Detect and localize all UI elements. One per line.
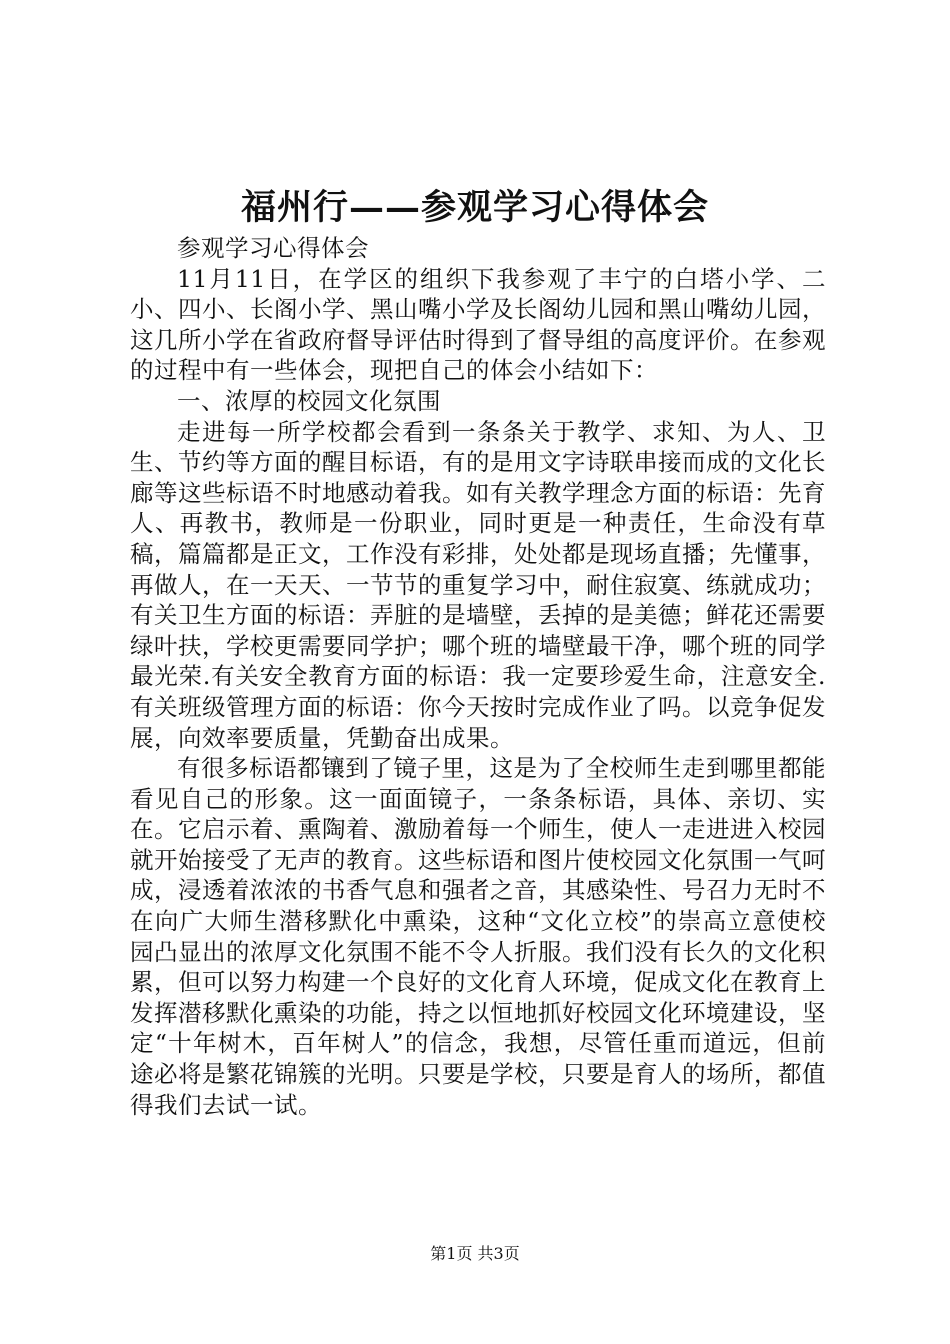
body-paragraph: 走进每一所学校都会看到一条条关于教学、求知、为人、卫生、节约等方面的醒目标语，有的是用文字诗联串接而成的文化长廊等这些标语不时地感动着我。如有关教学理念方面的标语：先育人、再教书，教师是一份职业，同时更是一种责任，生命没有草稿，篇篇都是正文，工作没有彩排，处处都是现场直播；先懂事，再做人，在一天天、一节节的重复学习中，耐住寂寞、练就成功；有关卫生方面的标语：弄脏的是墙壁，丢掉的是美德；鲜花还需要绿叶扶，学校更需要同学护；哪个班的墙壁最干净，哪个班的同学最光荣.有关安全教育方面的标语：我一定要珍爱生命，注意安全.有关班级管理方面的标语：你今天按时完成作业了吗。以竞争促发展，向效率要质量，凭勤奋出成果。 [130, 417, 826, 752]
section-heading: 一、浓厚的校园文化氛围 [177, 386, 441, 415]
intro-paragraph: 11月11日，在学区的组织下我参观了丰宁的白塔小学、二小、四小、长阁小学、黑山嘴小学及长阁幼儿园和黑山嘴幼儿园，这几所小学在省政府督导评估时得到了督导组的高度评价。在参观的过程中有一些体会，现把自己的体会小结如下： [130, 264, 826, 385]
body-paragraph: 有很多标语都镶到了镜子里，这是为了全校师生走到哪里都能看见自己的形象。这一面面镜子，一条条标语，具体、亲切、实在。它启示着、熏陶着、激励着每一个师生，使人一走进进入校园就开始接受了无声的教育。这些标语和图片使校园文化氛围一气呵成，浸透着浓浓的书香气息和强者之音，其感染性、号召力无时不在向广大师生潜移默化中熏染，这种“文化立校”的崇高立意使校园凸显出的浓厚文化氛围不能不令人折服。我们没有长久的文化积累，但可以努力构建一个良好的文化育人环境，促成文化在教育上发挥潜移默化熏染的功能，持之以恒地抓好校园文化环境建设，坚定“十年树木，百年树人”的信念，我想，尽管任重而道远，但前途必将是繁花锦簇的光明。只要是学校，只要是育人的场所，都值得我们去试一试。 [130, 754, 826, 1119]
document-body [130, 233, 826, 1120]
page-footer: 第1页 共3页 [430, 1244, 520, 1263]
subtitle-paragraph: 参观学习心得体会 [177, 234, 369, 262]
document-title: 福州行——参观学习心得体会 [240, 187, 709, 228]
